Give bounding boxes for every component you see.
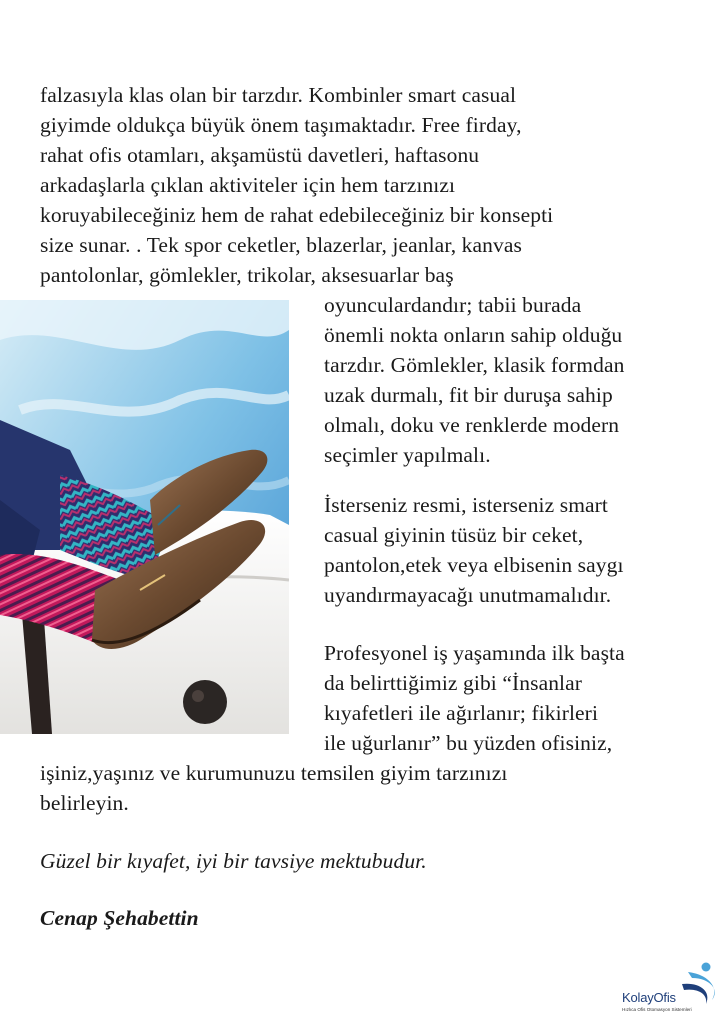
text-line: belirleyin.: [40, 791, 129, 815]
text-line: uzak durmalı, fit bir duruşa sahip: [324, 383, 613, 407]
kolayofis-logo: [622, 960, 726, 1024]
text-line: işiniz,yaşınız ve kurumunuzu temsilen giyim tarzınızı: [40, 761, 508, 785]
text-line: koruyabileceğiniz hem de rahat edebileceğiniz bir konsepti: [40, 203, 554, 227]
text-line: rahat ofis otamları, akşamüstü davetleri, haftasonu: [40, 143, 480, 167]
text-line: İsterseniz resmi, isterseniz smart: [324, 493, 609, 517]
text-line: pantolon,etek veya elbisenin saygı: [324, 553, 624, 577]
text-line: uyandırmayacağı unutmamalıdır.: [324, 583, 612, 607]
logo-tagline: Hızlıca Ofis Otomasyon Sistemleri: [622, 1007, 692, 1012]
text-line: ile uğurlanır” bu yüzden ofisiniz,: [324, 731, 613, 755]
logo-swoosh-icon: [676, 960, 724, 1008]
text-line: da belirttiğimiz gibi “İnsanlar: [324, 671, 583, 695]
logo-wordmark: KolayOfis: [622, 990, 676, 1005]
text-line: önemli nokta onların sahip olduğu: [324, 323, 623, 347]
text-line: kıyafetleri ile ağırlanır; fikirleri: [324, 701, 599, 725]
text-line: olmalı, doku ve renklerde modern: [324, 413, 620, 437]
author-signature: Cenap Şehabettin: [40, 906, 199, 930]
quote: Güzel bir kıyafet, iyi bir tavsiye mektubudur.: [40, 849, 427, 873]
text-line: Profesyonel iş yaşamında ilk başta: [324, 641, 625, 665]
text-line: arkadaşlarla çıklan aktiviteler için hem tarzınızı: [40, 173, 456, 197]
text-line: size sunar. . Tek spor ceketler, blazerlar, jeanlar, kanvas: [40, 233, 522, 257]
text-line: casual giyinin tüsüz bir ceket,: [324, 523, 584, 547]
shoes-photo: [0, 300, 289, 734]
text-line: falzasıyla klas olan bir tarzdır. Kombinler smart casual: [40, 83, 517, 107]
text-line: giyimde oldukça büyük önem taşımaktadır. Free firday,: [40, 113, 522, 137]
text-line: seçimler yapılmalı.: [324, 443, 491, 467]
text-line: pantolonlar, gömlekler, trikolar, aksesuarlar baş: [40, 263, 454, 287]
text-line: tarzdır. Gömlekler, klasik formdan: [324, 353, 625, 377]
text-line: oyunculardandır; tabii burada: [324, 293, 582, 317]
